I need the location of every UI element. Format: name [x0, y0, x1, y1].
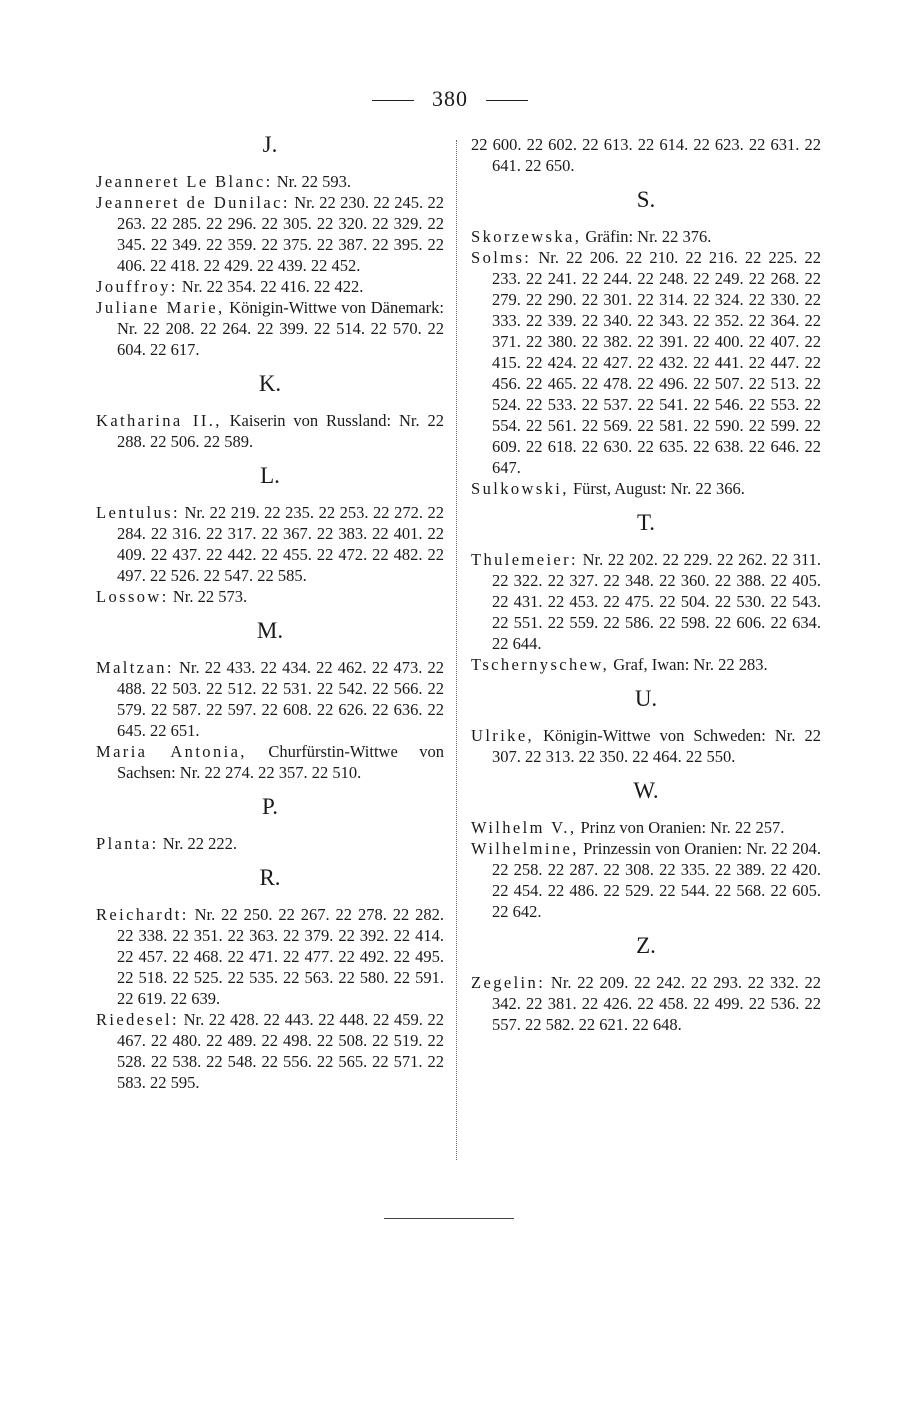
- header-rule-left: [372, 100, 414, 101]
- entry-name: Juliane Marie,: [96, 298, 225, 317]
- index-entry: [96, 657, 444, 741]
- section-letter: K.: [258, 371, 282, 396]
- entry-name: Riedesel:: [96, 1010, 179, 1029]
- entry-numbers: Nr. 22 219. 22 235. 22 253. 22 272. 22 284. 22 316. 22 317. 22 367. 22 383. 22 401. 22 409. 22 437. 22 442. 22 455. 22 472. 22 482. 22 497. 22 526. 22 547. 22 585.: [117, 503, 445, 585]
- entry-numbers: Nr. 22 573.: [172, 587, 248, 606]
- page-number: 380: [432, 86, 468, 111]
- entry-name: Jeanneret de Dunilac:: [96, 193, 290, 212]
- entry-numbers: Nr. 22 206. 22 210. 22 216. 22 225. 22 233. 22 241. 22 244. 22 248. 22 249. 22 268. 22 279. 22 290. 22 301. 22 314. 22 324. 22 330. 22 333. 22 339. 22 340. 22 343. 22 352. 22 364. 22 371. 22 380. 22 382. 22 391. 22 400. 22 407. 22 415. 22 424. 22 427. 22 432. 22 441. 22 447. 22 456. 22 465. 22 478. 22 496. 22 507. 22 513. 22 524. 22 533. 22 537. 22 541. 22 546. 22 553. 22 554. 22 561. 22 569. 22 581. 22 590. 22 599. 22 609. 22 618. 22 630. 22 635. 22 638. 22 646. 22 647.: [492, 248, 822, 477]
- entry-numbers: Churfürstin-Wittwe von Sachsen: Nr. 22 274. 22 357. 22 510.: [117, 742, 445, 782]
- right-column: [471, 134, 821, 1035]
- section-letter: W.: [633, 778, 659, 803]
- index-entry: [96, 502, 444, 586]
- index-entry: [471, 817, 821, 838]
- entry-name: Maltzan:: [96, 658, 174, 677]
- entry-numbers: Nr. 22 250. 22 267. 22 278. 22 282. 22 338. 22 351. 22 363. 22 379. 22 392. 22 414. 22 457. 22 468. 22 471. 22 477. 22 492. 22 495. 22 518. 22 525. 22 535. 22 563. 22 580. 22 591. 22 619. 22 639.: [117, 905, 445, 1008]
- section-letter: M.: [256, 618, 284, 643]
- index-entry: [471, 247, 821, 478]
- entry-numbers: Nr. 22 433. 22 434. 22 462. 22 473. 22 488. 22 503. 22 512. 22 531. 22 542. 22 566. 22 579. 22 587. 22 597. 22 608. 22 626. 22 636. 22 645. 22 651.: [117, 658, 445, 740]
- entry-name: Thulemeier:: [471, 550, 579, 569]
- column-divider: [456, 140, 457, 1160]
- entry-numbers: Nr. 22 222.: [162, 834, 238, 853]
- index-entry: [471, 725, 821, 767]
- index-entry: [96, 1009, 444, 1093]
- entry-numbers: Fürst, August: Nr. 22 366.: [572, 479, 745, 498]
- section-letter: U.: [634, 686, 658, 711]
- entry-name: Planta:: [96, 834, 159, 853]
- entry-name: Sulkowski,: [471, 479, 569, 498]
- index-entry: [471, 838, 821, 922]
- section-letter: T.: [636, 510, 656, 535]
- entry-numbers: Königin-Wittwe von Schweden: Nr. 22 307. 22 313. 22 350. 22 464. 22 550.: [492, 726, 821, 766]
- section-letter: P.: [262, 794, 278, 819]
- entry-numbers: Gräfin: Nr. 22 376.: [585, 227, 712, 246]
- section-letter: S.: [636, 187, 656, 212]
- entry-numbers: Prinzessin von Oranien: Nr. 22 204. 22 258. 22 287. 22 308. 22 335. 22 389. 22 420. 22 454. 22 486. 22 529. 22 544. 22 568. 22 605. 22 642.: [492, 839, 821, 921]
- entry-name: Skorzewska,: [471, 227, 582, 246]
- entry-name: Zegelin:: [471, 973, 546, 992]
- entry-name: Katharina II.,: [96, 411, 222, 430]
- entry-name: Tschernyschew,: [471, 655, 610, 674]
- entry-numbers: Nr. 22 428. 22 443. 22 448. 22 459. 22 467. 22 480. 22 489. 22 498. 22 508. 22 519. 22 528. 22 538. 22 548. 22 556. 22 565. 22 571. 22 583. 22 595.: [117, 1010, 445, 1092]
- index-entry: [96, 586, 444, 607]
- index-entry: [471, 972, 821, 1035]
- entry-numbers: Nr. 22 209. 22 242. 22 293. 22 332. 22 342. 22 381. 22 426. 22 458. 22 499. 22 536. 22 557. 22 582. 22 621. 22 648.: [492, 973, 821, 1034]
- index-entry: [96, 171, 444, 192]
- entry-name: Wilhelmine,: [471, 839, 579, 858]
- section-letter: L.: [260, 463, 280, 488]
- entry-numbers: Nr. 22 593.: [276, 172, 351, 191]
- entry-numbers: Königin-Wittwe von Dänemark: Nr. 22 208. 22 264. 22 399. 22 514. 22 570. 22 604. 22 617.: [117, 298, 445, 359]
- entry-numbers: Graf, Iwan: Nr. 22 283.: [613, 655, 768, 674]
- entry-name: Jouffroy:: [96, 277, 178, 296]
- entry-numbers: Prinz von Oranien: Nr. 22 257.: [580, 818, 785, 837]
- entry-name: Ulrike,: [471, 726, 535, 745]
- section-letter: R.: [259, 865, 281, 890]
- entry-numbers: Kaiserin von Russland: Nr. 22 288. 22 506. 22 589.: [117, 411, 444, 451]
- index-entry: [96, 297, 444, 360]
- page-header: [0, 86, 900, 112]
- index-entry: [471, 654, 821, 675]
- entry-numbers: Nr. 22 230. 22 245. 22 263. 22 285. 22 296. 22 305. 22 320. 22 329. 22 345. 22 349. 22 359. 22 375. 22 387. 22 395. 22 406. 22 418. 22 429. 22 439. 22 452.: [117, 193, 445, 275]
- index-entry: [96, 904, 444, 1009]
- header-rule-right: [486, 100, 528, 101]
- index-entry: [471, 226, 821, 247]
- index-entry: [96, 410, 444, 452]
- index-entry: [96, 833, 444, 854]
- entry-name: Jeanneret Le Blanc:: [96, 172, 273, 191]
- entry-name: Solms:: [471, 248, 532, 267]
- entry-numbers: Nr. 22 354. 22 416. 22 422.: [181, 277, 364, 296]
- index-entry: [96, 192, 444, 276]
- entry-name: Wilhelm V.,: [471, 818, 577, 837]
- index-entry: [96, 276, 444, 297]
- entry-name: Lentulus:: [96, 503, 180, 522]
- index-entry: [471, 134, 821, 176]
- index-entry: [471, 549, 821, 654]
- index-entry: [471, 478, 821, 499]
- section-letter: Z.: [636, 933, 656, 958]
- entry-numbers: 22 600. 22 602. 22 613. 22 614. 22 623. 22 631. 22 641. 22 650.: [471, 135, 821, 175]
- entry-name: Lossow:: [96, 587, 169, 606]
- left-column: [96, 132, 444, 1093]
- entry-name: Maria Antonia,: [96, 742, 247, 761]
- index-entry: [96, 741, 444, 783]
- entry-numbers: Nr. 22 202. 22 229. 22 262. 22 311. 22 322. 22 327. 22 348. 22 360. 22 388. 22 405. 22 431. 22 453. 22 475. 22 504. 22 530. 22 543. 22 551. 22 559. 22 586. 22 598. 22 606. 22 634. 22 644.: [492, 550, 822, 653]
- entry-name: Reichardt:: [96, 905, 189, 924]
- section-letter: J.: [262, 132, 278, 157]
- footer-rule: [384, 1218, 514, 1219]
